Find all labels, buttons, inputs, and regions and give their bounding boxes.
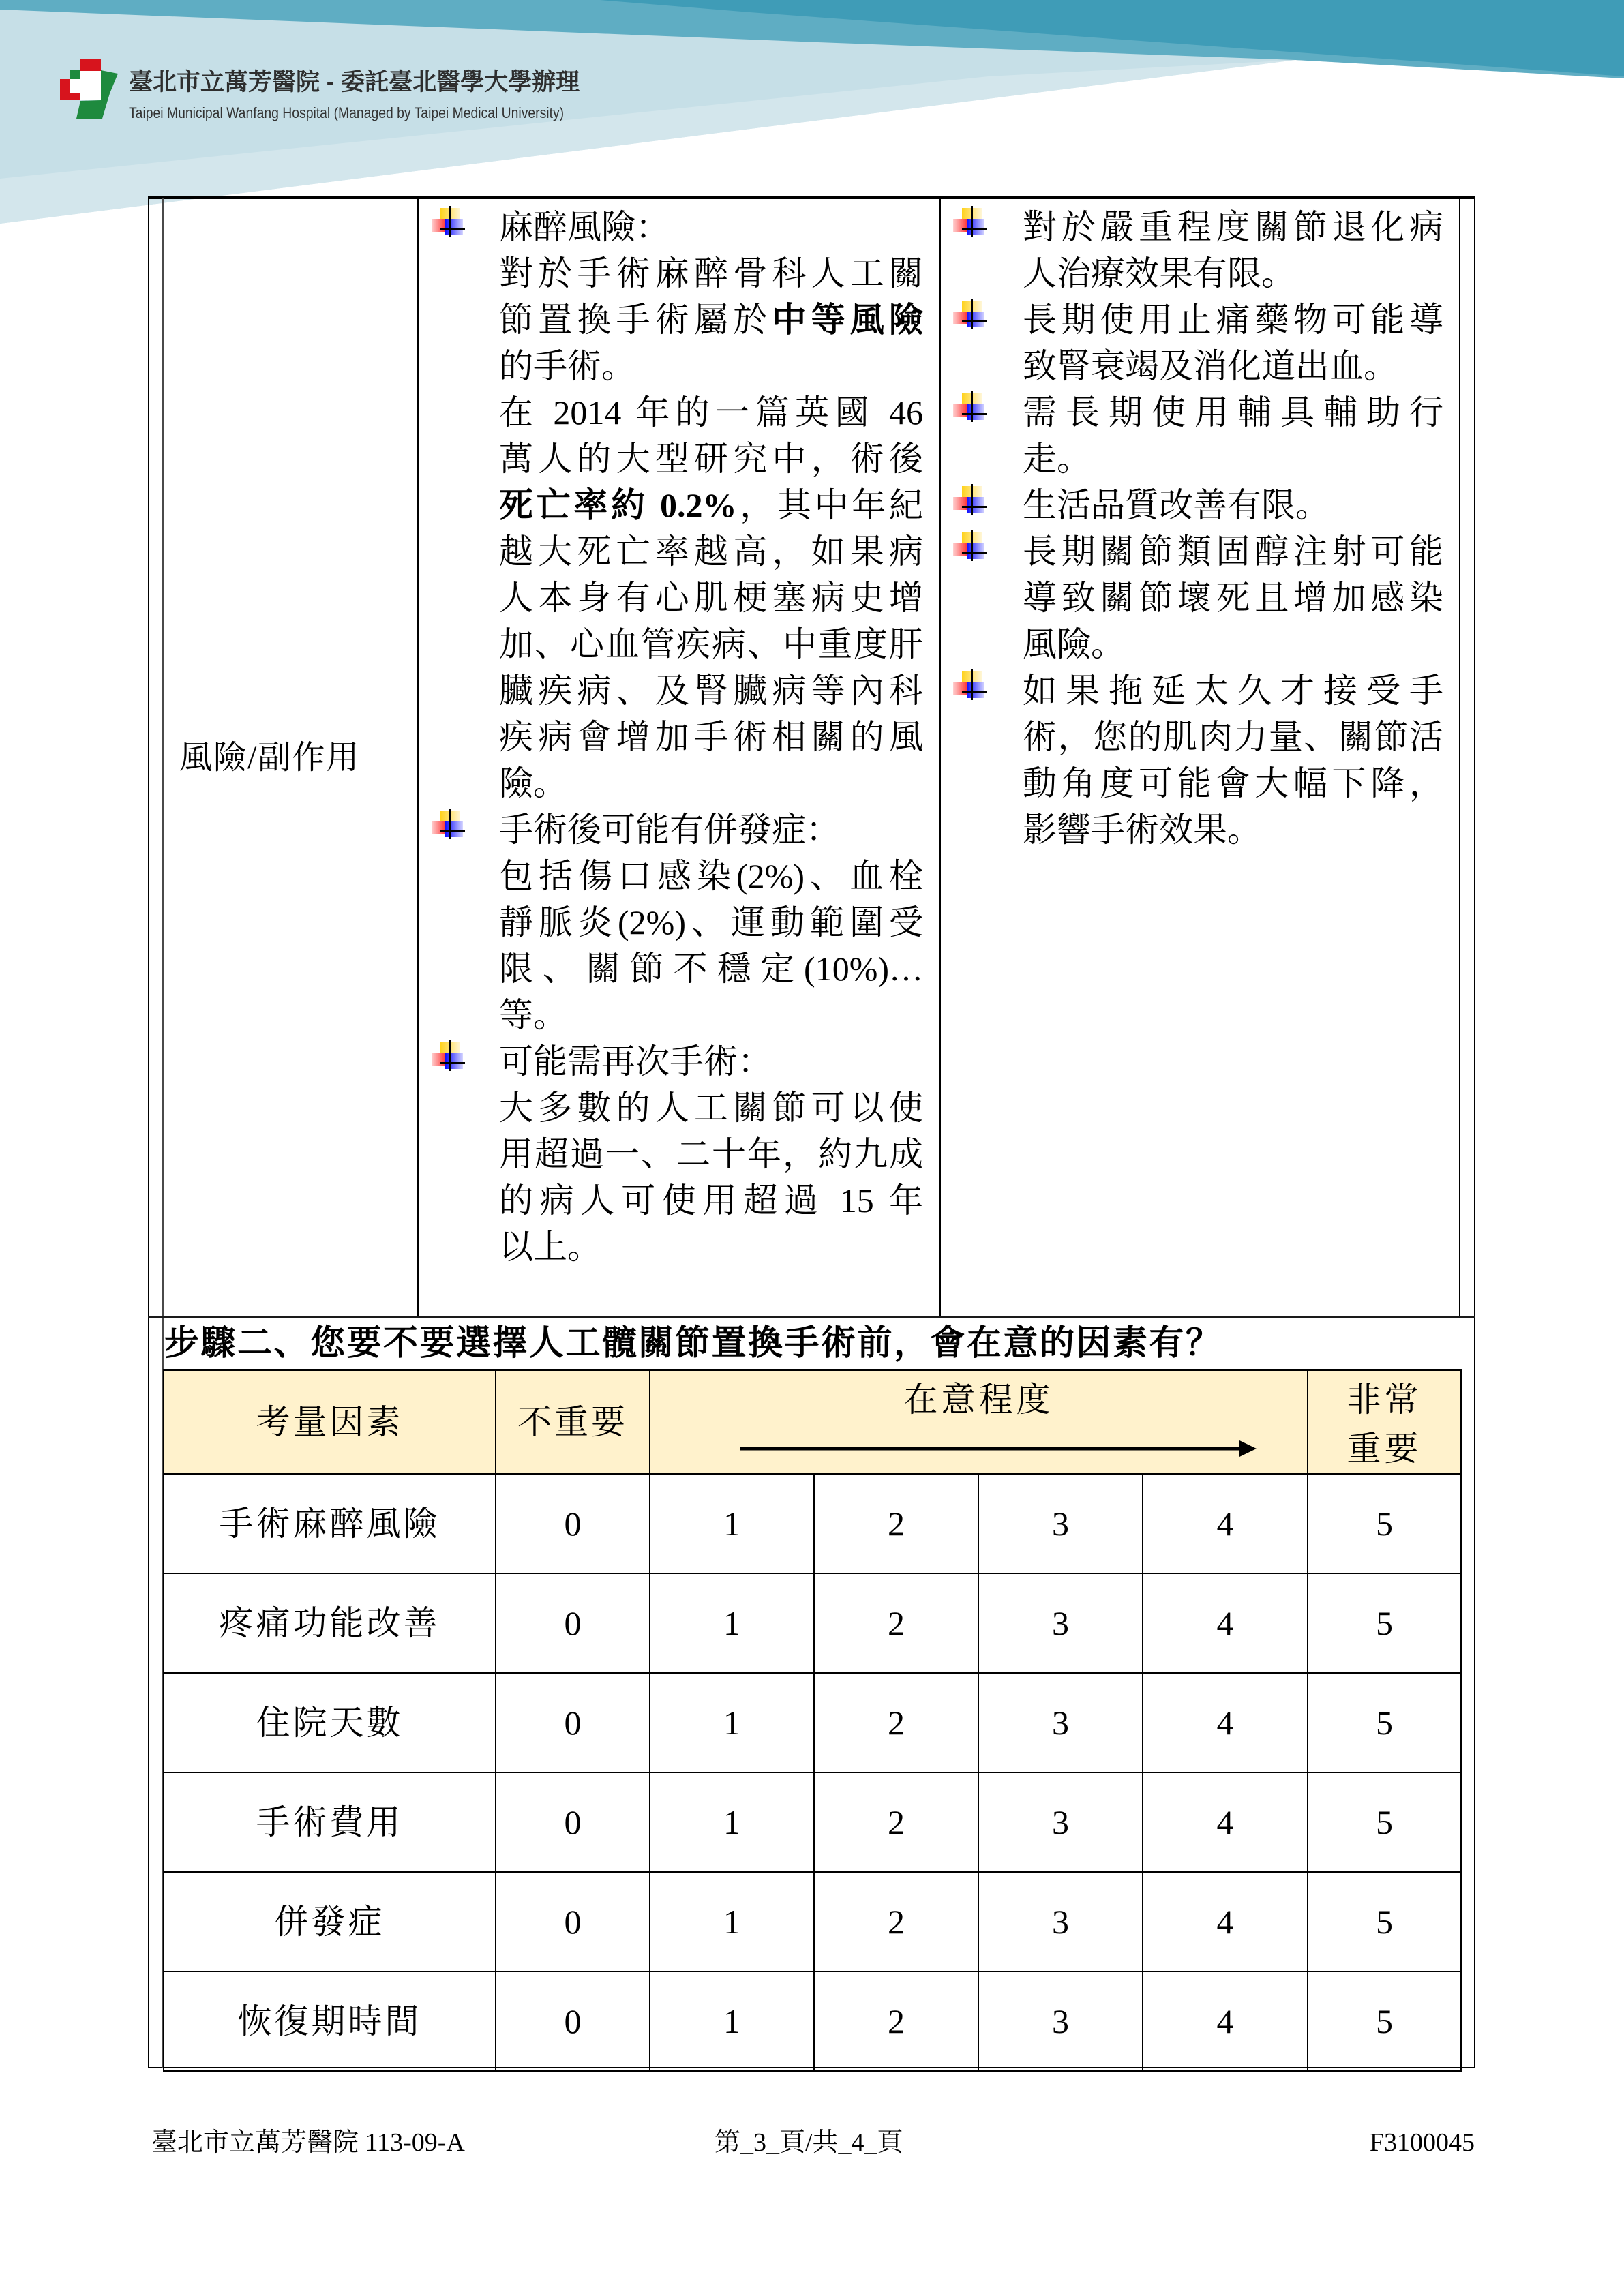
text-line: 如果拖延太久才接受手	[1023, 671, 1443, 710]
hospital-logo-icon	[60, 59, 118, 119]
text-line: 術，您的肌肉力量、關節活	[1023, 718, 1443, 756]
bullet-item	[1023, 528, 1443, 667]
text-line: 對於手術麻醉骨科人工關	[499, 254, 923, 292]
text-line: 生活品質改善有限。	[1023, 486, 1329, 524]
text-line: 在 2014 年的一篇英國 46	[499, 393, 923, 432]
text-line: 風險。	[1023, 625, 1125, 663]
rating-cell-5: 5	[1308, 1872, 1461, 1972]
bullet-icon	[432, 809, 466, 840]
factor-label: 恢復期時間	[164, 1972, 496, 2071]
rating-cell-4: 4	[1143, 1772, 1308, 1872]
risk-label-cell	[164, 199, 417, 1316]
risk-label: 風險/副作用	[179, 739, 361, 776]
text-line	[499, 482, 923, 528]
text-line: 長期關節類固醇注射可能	[1023, 532, 1443, 571]
footer-doc-code: 臺北市立萬芳醫院 113-09-A	[151, 2128, 465, 2157]
rating-cell-0: 0	[496, 1474, 650, 1573]
text-line: 的手術。	[499, 347, 635, 385]
bullet-icon	[953, 530, 987, 562]
bullet-icon	[953, 484, 987, 515]
factor-label: 手術費用	[164, 1772, 496, 1872]
rating-cell-4: 4	[1143, 1673, 1308, 1772]
rating-cell-3: 3	[978, 1474, 1143, 1573]
text-line: 越大死亡率越高，如果病	[499, 532, 923, 571]
rating-cell-1: 1	[650, 1673, 814, 1772]
rating-cell-0: 0	[496, 1972, 650, 2071]
bullet-item	[499, 1038, 923, 1270]
header-very-important-line1: 非常	[1347, 1380, 1422, 1419]
header-very-important-line2: 重要	[1347, 1430, 1422, 1468]
rating-cell-5: 5	[1308, 1972, 1461, 2071]
factor-table-head	[164, 1370, 1461, 1475]
text-line	[499, 297, 923, 343]
bullet-icon	[432, 1040, 466, 1072]
bullet-item	[1023, 667, 1443, 853]
header-degree-label: 在意程度	[903, 1380, 1054, 1419]
arrow-right-icon	[650, 1424, 1306, 1473]
text-line: 致腎衰竭及消化道出血。	[1023, 347, 1398, 385]
text-line: 走。	[1023, 440, 1091, 478]
text-segment: ，其中年紀	[736, 486, 923, 524]
text-line: 長期使用止痛藥物可能導	[1023, 301, 1443, 339]
bullet-icon	[432, 206, 466, 237]
bullet-item	[499, 806, 923, 1038]
factor-label: 併發症	[164, 1872, 496, 1972]
rating-cell-5: 5	[1308, 1673, 1461, 1772]
text-line: 動角度可能會大幅下降，	[1023, 764, 1443, 802]
rating-cell-3: 3	[978, 1573, 1143, 1673]
rating-cell-4: 4	[1143, 1872, 1308, 1972]
text-line: 人本身有心肌梗塞病史增	[499, 579, 923, 617]
rating-cell-0: 0	[496, 1673, 650, 1772]
emphasis-text: 中等風險	[772, 301, 923, 339]
org-name-zh: 臺北市立萬芳醫院 - 委託臺北醫學大學辦理	[129, 69, 580, 95]
text-segment: 節置換手術屬於	[499, 301, 772, 339]
footer-form-id: F3100045	[1369, 2128, 1475, 2157]
factor-row	[164, 1673, 1461, 1772]
bullet-item	[1023, 482, 1443, 528]
rating-cell-4: 4	[1143, 1474, 1308, 1573]
text-line: 用超過一、二十年，約九成	[499, 1135, 923, 1173]
bullet-icon	[953, 391, 987, 423]
rating-cell-4: 4	[1143, 1573, 1308, 1673]
factor-row	[164, 1573, 1461, 1673]
text-line: 的病人可使用超過 15 年	[499, 1181, 923, 1220]
text-line: 手術後可能有併發症：	[499, 811, 840, 849]
factor-label: 住院天數	[164, 1673, 496, 1772]
text-line: 險。	[499, 764, 567, 802]
rating-cell-1: 1	[650, 1474, 814, 1573]
text-line: 疾病會增加手術相關的風	[499, 718, 923, 756]
bullet-item	[1023, 389, 1443, 482]
footer-page-number: 第_3_頁/共_4_頁	[715, 2128, 903, 2157]
rating-cell-5: 5	[1308, 1474, 1461, 1573]
text-line: 加、心血管疾病、中重度肝	[499, 625, 923, 663]
non-surgery-risk-cell	[939, 199, 1460, 1316]
bullet-icon	[953, 299, 987, 330]
rating-cell-3: 3	[978, 1972, 1143, 2071]
header-not-important: 不重要	[496, 1370, 650, 1475]
text-line: 等。	[499, 996, 567, 1034]
rating-cell-1: 1	[650, 1872, 814, 1972]
rating-cell-2: 2	[814, 1673, 978, 1772]
text-line: 包括傷口感染(2%)、血栓	[499, 857, 923, 895]
rating-cell-2: 2	[814, 1474, 978, 1573]
bullet-item	[1023, 297, 1443, 389]
text-line: 人治療效果有限。	[1023, 254, 1295, 292]
factor-label: 手術麻醉風險	[164, 1474, 496, 1573]
bullet-item	[499, 204, 923, 806]
text-line: 可能需再次手術：	[499, 1042, 772, 1081]
text-line: 影響手術效果。	[1023, 811, 1261, 849]
factor-row	[164, 1872, 1461, 1972]
emphasis-text: 死亡率約 0.2%	[499, 486, 737, 524]
rating-cell-3: 3	[978, 1772, 1143, 1872]
text-line: 麻醉風險：	[499, 208, 670, 246]
bullet-item	[1023, 204, 1443, 297]
header-row	[164, 1370, 1461, 1475]
rating-cell-5: 5	[1308, 1573, 1461, 1673]
org-name-en: Taipei Municipal Wanfang Hospital (Managed by Taipei Medical University)	[129, 104, 565, 121]
rating-cell-1: 1	[650, 1573, 814, 1673]
bullet-icon	[953, 206, 987, 237]
factor-label: 疼痛功能改善	[164, 1573, 496, 1673]
rating-cell-1: 1	[650, 1772, 814, 1872]
rating-cell-5: 5	[1308, 1772, 1461, 1872]
factor-row	[164, 1972, 1461, 2071]
rating-cell-0: 0	[496, 1872, 650, 1972]
rating-cell-0: 0	[496, 1772, 650, 1872]
text-line: 以上。	[499, 1228, 601, 1266]
rating-cell-4: 4	[1143, 1972, 1308, 2071]
rating-cell-0: 0	[496, 1573, 650, 1673]
rating-cell-2: 2	[814, 1972, 978, 2071]
rating-cell-3: 3	[978, 1872, 1143, 1972]
text-line: 靜脈炎(2%)、運動範圍受	[499, 903, 923, 941]
rating-cell-2: 2	[814, 1573, 978, 1673]
text-line: 大多數的人工關節可以使	[499, 1089, 923, 1127]
factor-row	[164, 1474, 1461, 1573]
header-factor: 考量因素	[164, 1370, 496, 1475]
header-very-important	[1308, 1370, 1461, 1475]
factor-row	[164, 1772, 1461, 1872]
rating-cell-1: 1	[650, 1972, 814, 2071]
bullet-icon	[953, 669, 987, 701]
text-line: 限、關節不穩定(10%)…	[499, 950, 923, 988]
rating-cell-3: 3	[978, 1673, 1143, 1772]
text-line: 需長期使用輔具輔助行	[1023, 393, 1443, 432]
rating-cell-2: 2	[814, 1872, 978, 1972]
header-degree	[650, 1370, 1308, 1475]
surgery-risk-cell	[417, 199, 939, 1316]
factor-table-body	[164, 1474, 1461, 2071]
factor-table	[163, 1369, 1462, 2072]
step-two-title: 步驟二、您要不要選擇人工髖關節置換手術前，會在意的因素有？	[164, 1325, 1222, 1363]
text-line: 萬人的大型研究中，術後	[499, 440, 923, 478]
text-line: 對於嚴重程度關節退化病	[1023, 208, 1443, 246]
text-line: 導致關節壞死且增加感染	[1023, 579, 1443, 617]
rating-cell-2: 2	[814, 1772, 978, 1872]
text-line: 臟疾病、及腎臟病等內科	[499, 671, 923, 710]
